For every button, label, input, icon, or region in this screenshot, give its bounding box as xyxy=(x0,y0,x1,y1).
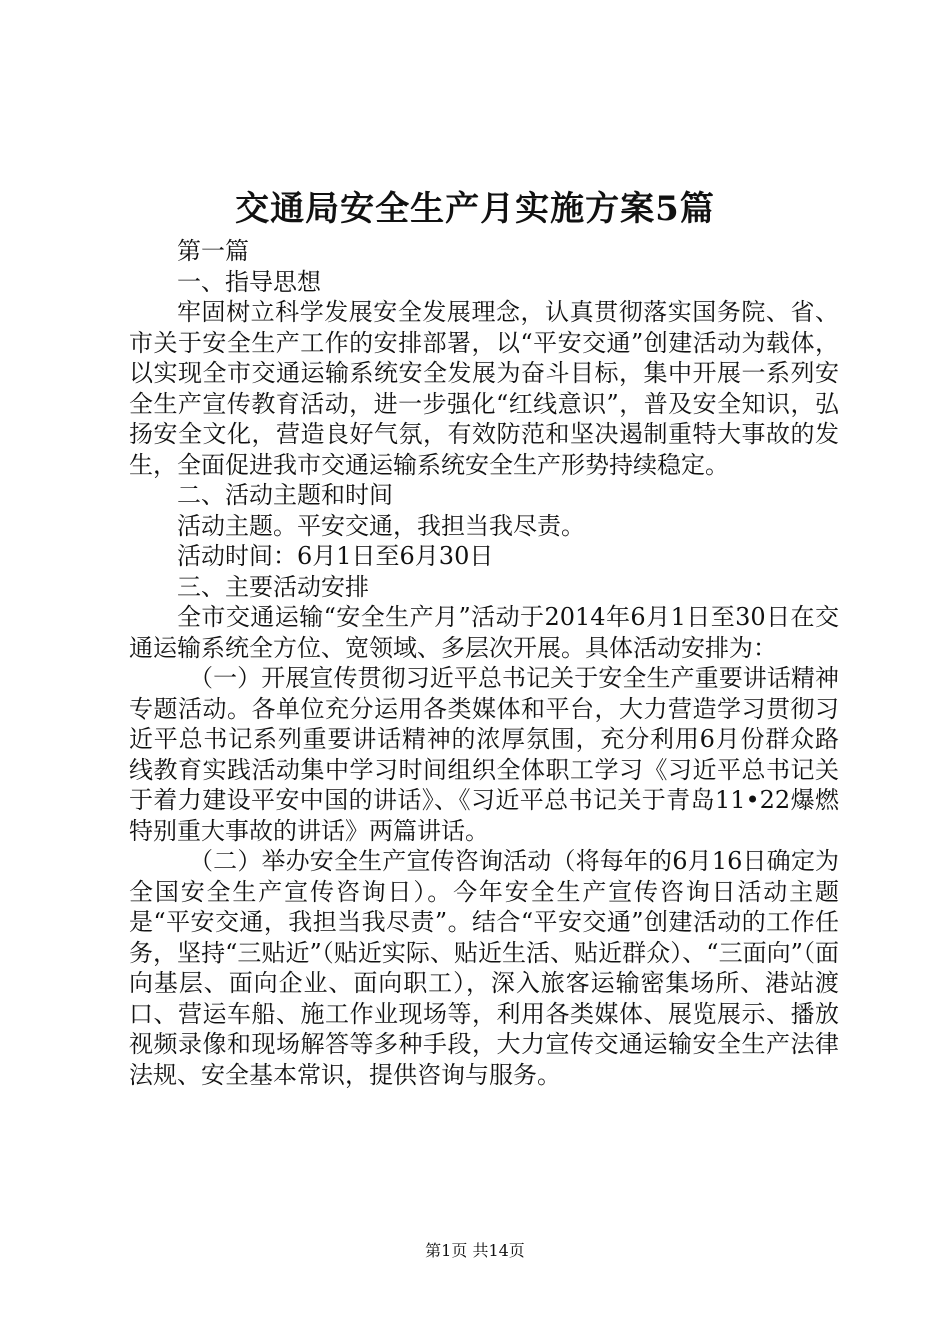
page-number: 第1页 共14页 xyxy=(425,1241,525,1260)
body-paragraph: 全市交通运输“安全生产月”活动于2014年6月1日至30日在交通运输系统全方位、宽领域、多层次开展。具体活动安排为： xyxy=(129,603,839,662)
body-paragraph: 牢固树立科学发展安全发展理念，认真贯彻落实国务院、省、市关于安全生产工作的安排部署，以“平安交通”创建活动为载体，以实现全市交通运输系统安全发展为奋斗目标，集中开展一系列安全生产宣传教育活动，进一步强化“红线意识”，普及安全知识，弘扬安全文化，营造良好气氛，有效防范和坚决遏制重特大事故的发生，全面促进我市交通运输系统安全生产形势持续稳定。 xyxy=(129,298,839,479)
body-paragraph: 活动时间：6月1日至6月30日 xyxy=(177,542,494,570)
body-paragraph: 活动主题。平安交通，我担当我尽责。 xyxy=(177,511,585,540)
body-paragraph: （二）举办安全生产宣传咨询活动（将每年的6月16日确定为全国安全生产宣传咨询日）。今年安全生产宣传咨询日活动主题是“平安交通，我担当我尽责”。结合“平安交通”创建活动的工作任务，坚持“三贴近”（贴近实际、贴近生活、贴近群众）、“三面向”（面向基层、面向企业、面向职工），深入旅客运输密集场所、港站渡口、营运车船、施工作业现场等，利用各类媒体、展览展示、播放视频录像和现场解答等多种手段，大力宣传交通运输安全生产法律法规、安全基本常识，提供咨询与服务。 xyxy=(129,847,839,1089)
document-body xyxy=(129,236,839,1090)
body-paragraph: （一）开展宣传贯彻习近平总书记关于安全生产重要讲话精神专题活动。各单位充分运用各类媒体和平台，大力营造学习贯彻习近平总书记系列重要讲话精神的浓厚氛围，充分利用6月份群众路线教育实践活动集中学习时间组织全体职工学习《习近平总书记关于着力建设平安中国的讲话》、《习近平总书记关于青岛11•22爆燃特别重大事故的讲话》两篇讲话。 xyxy=(129,664,839,845)
section-heading: 一、指导思想 xyxy=(177,267,321,296)
document-title: 交通局安全生产月实施方案5篇 xyxy=(235,189,715,229)
section-heading: 二、活动主题和时间 xyxy=(177,481,393,509)
section-heading: 第一篇 xyxy=(177,237,249,265)
section-heading: 三、主要活动安排 xyxy=(177,572,369,601)
